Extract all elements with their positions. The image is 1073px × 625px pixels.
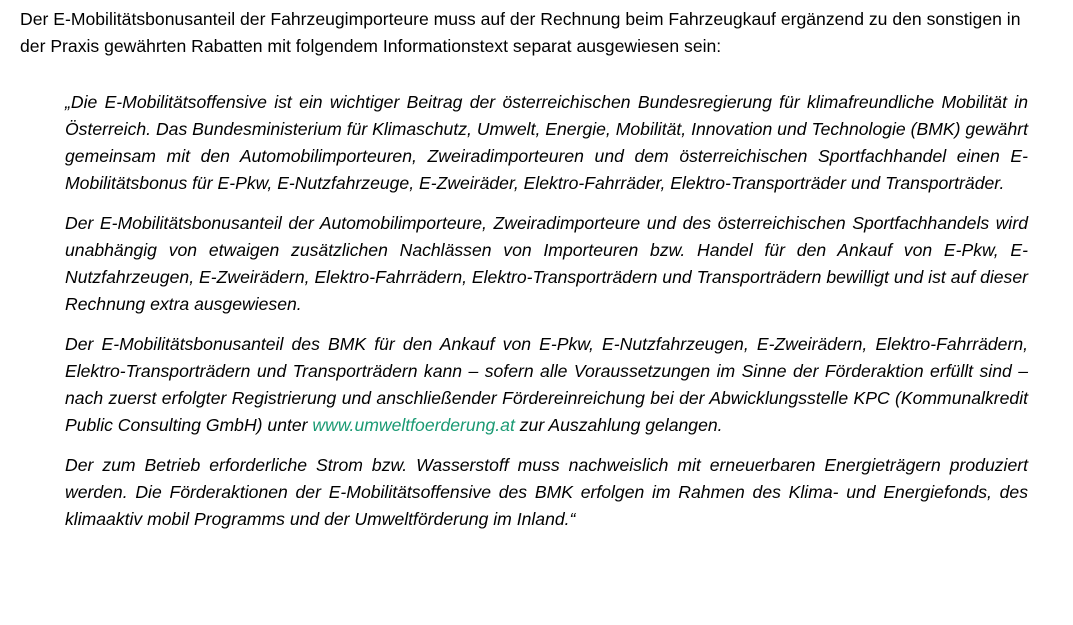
umweltfoerderung-link[interactable]: www.umweltfoerderung.at [312, 415, 515, 435]
intro-paragraph: Der E-Mobilitätsbonusanteil der Fahrzeugimporteure muss auf der Rechnung beim Fahrzeugkauf ergänzend zu den sonstigen in der Praxis gewährten Rabatten mit folgendem Informationstext separat ausgewiesen sein: [20, 9, 1021, 56]
quote-paragraph-3 [65, 331, 1028, 439]
quote-paragraph-4: Der zum Betrieb erforderliche Strom bzw. Wasserstoff muss nachweislich mit erneuerbaren Energieträgern produziert werden. Die Förderaktionen der E-Mobilitätsoffensive des BMK erfolgen im Rahmen des Klima- und Energiefonds, des klimaaktiv mobil Programms und der Umweltförderung im Inland.“ [65, 455, 1028, 529]
quoted-information-text [65, 89, 1028, 546]
quote-paragraph-2: Der E-Mobilitätsbonusanteil der Automobilimporteure, Zweiradimporteure und des österreichischen Sportfachhandels wird unabhängig von etwaigen zusätzlichen Nachlässen von Importeuren bzw. Handel für den Ankauf von E-Pkw, E-Nutzfahrzeugen, E-Zweirädern, Elektro-Fahrrädern, Elektro-Transporträdern und Transporträdern bewilligt und ist auf dieser Rechnung extra ausgewiesen. [65, 213, 1028, 314]
quote-paragraph-1: „Die E-Mobilitätsoffensive ist ein wichtiger Beitrag der österreichischen Bundesregierung für klimafreundliche Mobilität in Österreich. Das Bundesministerium für Klimaschutz, Umwelt, Energie, Mobilität, Innovation und Technologie (BMK) gewährt gemeinsam mit den Automobilimporteuren, Zweiradimporteuren und dem österreichischen Sportfachhandel einen E-Mobilitätsbonus für E-Pkw, E-Nutzfahrzeuge, E-Zweiräder, Elektro-Fahrräder, Elektro-Transporträder und Transporträder. [65, 92, 1028, 193]
quote-paragraph-3-tail: zur Auszahlung gelangen. [514, 415, 723, 435]
quote-paragraph-3-text: Der E-Mobilitätsbonusanteil des BMK für den Ankauf von E-Pkw, E-Nutzfahrzeugen, E-Zweirädern, Elektro-Fahrrädern, Elektro-Transporträdern und Transporträdern kann – sofern alle Voraussetzungen im Sinne der Förderaktion erfüllt sind – nach zuerst erfolgter Registrierung und anschließender Fördereinreichung bei der Abwicklungsstelle KPC (Kommunalkredit Public Consulting GmbH) unter [65, 334, 1028, 435]
